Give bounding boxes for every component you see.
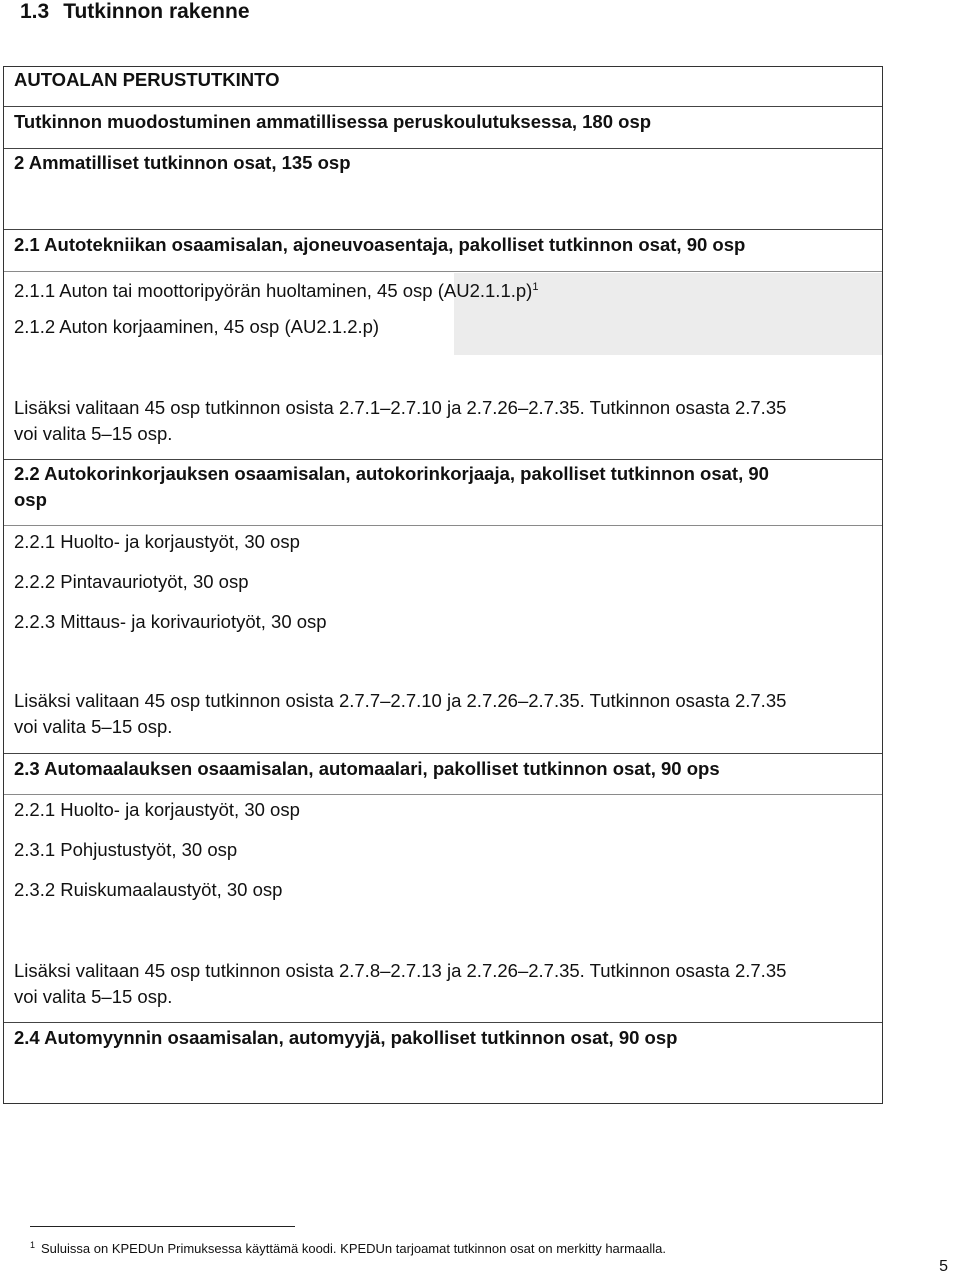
divider <box>4 753 882 754</box>
section-number: 1.3 <box>20 0 50 23</box>
divider <box>4 148 882 149</box>
area3-item2: 2.3.1 Pohjustustyöt, 30 osp <box>14 839 238 860</box>
area1-item1-text: 2.1.1 Auton tai moottoripyörän huoltaminen, 45 osp (AU2.1.1.p) <box>14 280 533 301</box>
area3-item3: 2.3.2 Ruiskumaalaustyöt, 30 osp <box>14 879 283 900</box>
area3-extra-line1: Lisäksi valitaan 45 osp tutkinnon osista 2.7.8–2.7.13 ja 2.7.26–2.7.35. Tutkinnon osasta 2.7.35 <box>14 960 787 981</box>
footnote-text: Suluissa on KPEDUn Primuksessa käyttämä koodi. KPEDUn tarjoamat tutkinnon osat on merkitty harmaalla. <box>41 1241 667 1256</box>
divider <box>4 525 882 526</box>
area2-extra-line1: Lisäksi valitaan 45 osp tutkinnon osista 2.7.7–2.7.10 ja 2.7.26–2.7.35. Tutkinnon osasta 2.7.35 <box>14 690 787 711</box>
vocational-row: 2 Ammatilliset tutkinnon osat, 135 osp <box>14 152 351 173</box>
area1-extra-line1: Lisäksi valitaan 45 osp tutkinnon osista 2.7.1–2.7.10 ja 2.7.26–2.7.35. Tutkinnon osasta 2.7.35 <box>14 397 787 418</box>
area3-heading: 2.3 Automaalauksen osaamisalan, automaalari, pakolliset tutkinnon osat, 90 ops <box>14 758 720 779</box>
section-title: Tutkinnon rakenne <box>63 0 250 23</box>
area4-heading: 2.4 Automyynnin osaamisalan, automyyjä, pakolliset tutkinnon osat, 90 osp <box>14 1027 678 1048</box>
area2-heading-line2: osp <box>14 489 47 510</box>
area1-item2: 2.1.2 Auton korjaaminen, 45 osp (AU2.1.2.p) <box>14 316 380 337</box>
footnote-separator <box>30 1226 295 1227</box>
divider <box>4 271 882 272</box>
page-number: 5 <box>939 1258 948 1275</box>
area2-item1: 2.2.1 Huolto- ja korjaustyöt, 30 osp <box>14 531 300 552</box>
divider <box>4 229 882 230</box>
area2-item2: 2.2.2 Pintavauriotyöt, 30 osp <box>14 571 249 592</box>
area1-item1 <box>4 274 882 304</box>
area3-item1: 2.2.1 Huolto- ja korjaustyöt, 30 osp <box>14 799 300 820</box>
area2-item3: 2.2.3 Mittaus- ja korivauriotyöt, 30 osp <box>14 611 327 632</box>
area1-heading: 2.1 Autotekniikan osaamisalan, ajoneuvoasentaja, pakolliset tutkinnon osat, 90 osp <box>14 234 746 255</box>
footnote <box>30 1240 666 1256</box>
area2-heading-line1: 2.2 Autokorinkorjauksen osaamisalan, autokorinkorjaaja, pakolliset tutkinnon osat, 90 <box>14 463 769 484</box>
footnote-mark: 1 <box>532 281 539 293</box>
divider <box>4 106 882 107</box>
area3-extra-line2: voi valita 5–15 osp. <box>14 986 173 1007</box>
divider <box>4 459 882 460</box>
section-heading <box>20 0 250 24</box>
table-title: AUTOALAN PERUSTUTKINTO <box>14 69 280 90</box>
area1-extra-line2: voi valita 5–15 osp. <box>14 423 173 444</box>
divider <box>4 1022 882 1023</box>
divider <box>4 794 882 795</box>
area2-extra-line2: voi valita 5–15 osp. <box>14 716 173 737</box>
formation-row: Tutkinnon muodostuminen ammatillisessa peruskoulutuksessa, 180 osp <box>14 111 652 132</box>
footnote-number: 1 <box>30 1240 36 1250</box>
degree-structure-table <box>3 66 883 1104</box>
